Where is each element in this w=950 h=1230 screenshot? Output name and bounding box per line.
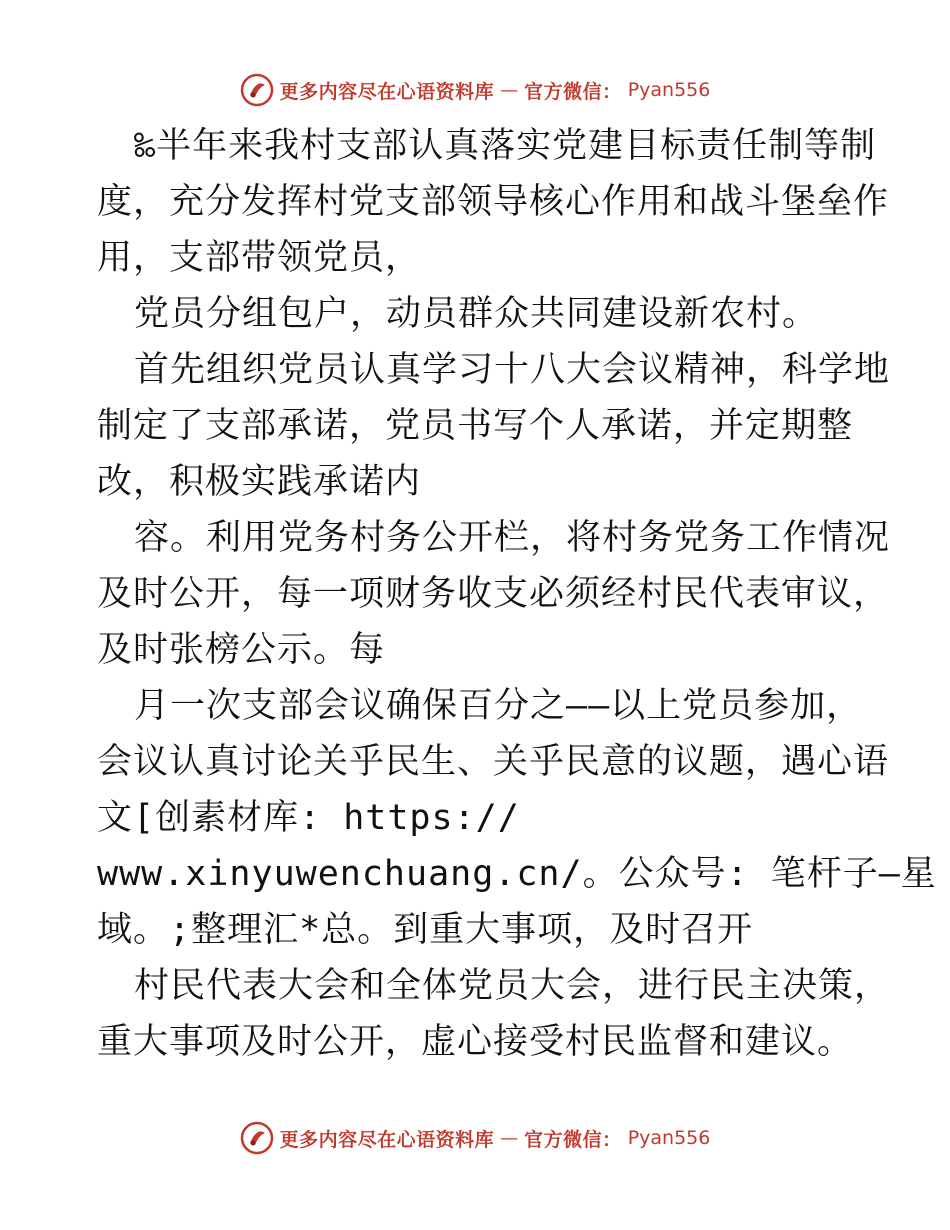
- document-line: 域。;整理汇*总。到重大事项，及时召开: [97, 910, 754, 950]
- page-header-banner: [0, 70, 950, 110]
- header-separator: —: [500, 79, 519, 101]
- footer-wechat-id: Pyan556: [627, 1127, 711, 1149]
- document-line: 月一次支部会议确保百分之——以上党员参加，: [134, 686, 863, 726]
- header-wechat-id: Pyan556: [627, 79, 711, 101]
- document-body: [97, 118, 937, 1070]
- document-line: 重大事项及时公开，虚心接受村民监督和建议。: [97, 1022, 854, 1062]
- brand-logo-icon: [240, 73, 274, 107]
- document-line: 文[创素材库: https://: [97, 798, 520, 838]
- footer-banner-text: 更多内容尽在心语资料库: [279, 1128, 495, 1151]
- document-line: 改，积极实践承诺内: [97, 462, 422, 502]
- document-line: 及时公开，每一项财务收支必须经村民代表审议，: [97, 574, 890, 614]
- document-line: 党员分组包户，动员群众共同建设新农村。: [134, 294, 819, 334]
- document-line: 度，充分发挥村党支部领导核心作用和战斗堡垒作: [97, 182, 890, 222]
- document-line: ‰半年来我村支部认真落实党建目标责任制等制: [134, 126, 877, 166]
- brand-logo-icon: [240, 1121, 274, 1155]
- page-footer-banner: [0, 1118, 950, 1158]
- document-line: 首先组织党员认真学习十八大会议精神，科学地: [134, 350, 891, 390]
- document-line: 及时张榜公示。每: [97, 630, 386, 670]
- footer-wechat-label: 官方微信：: [524, 1128, 622, 1151]
- document-line: www.xinyuwenchuang.cn/。公众号: 笔杆子—星: [97, 854, 937, 894]
- header-banner-text: 更多内容尽在心语资料库: [279, 80, 495, 103]
- header-wechat-label: 官方微信：: [524, 80, 622, 103]
- footer-separator: —: [500, 1127, 519, 1149]
- document-line: 用，支部带领党员，: [97, 238, 422, 278]
- document-line: 会议认真讨论关乎民生、关乎民意的议题，遇心语: [97, 742, 890, 782]
- document-line: 制定了支部承诺，党员书写个人承诺，并定期整: [97, 406, 854, 446]
- document-line: 村民代表大会和全体党员大会，进行民主决策，: [134, 966, 891, 1006]
- document-line: 容。利用党务村务公开栏，将村务党务工作情况: [134, 518, 891, 558]
